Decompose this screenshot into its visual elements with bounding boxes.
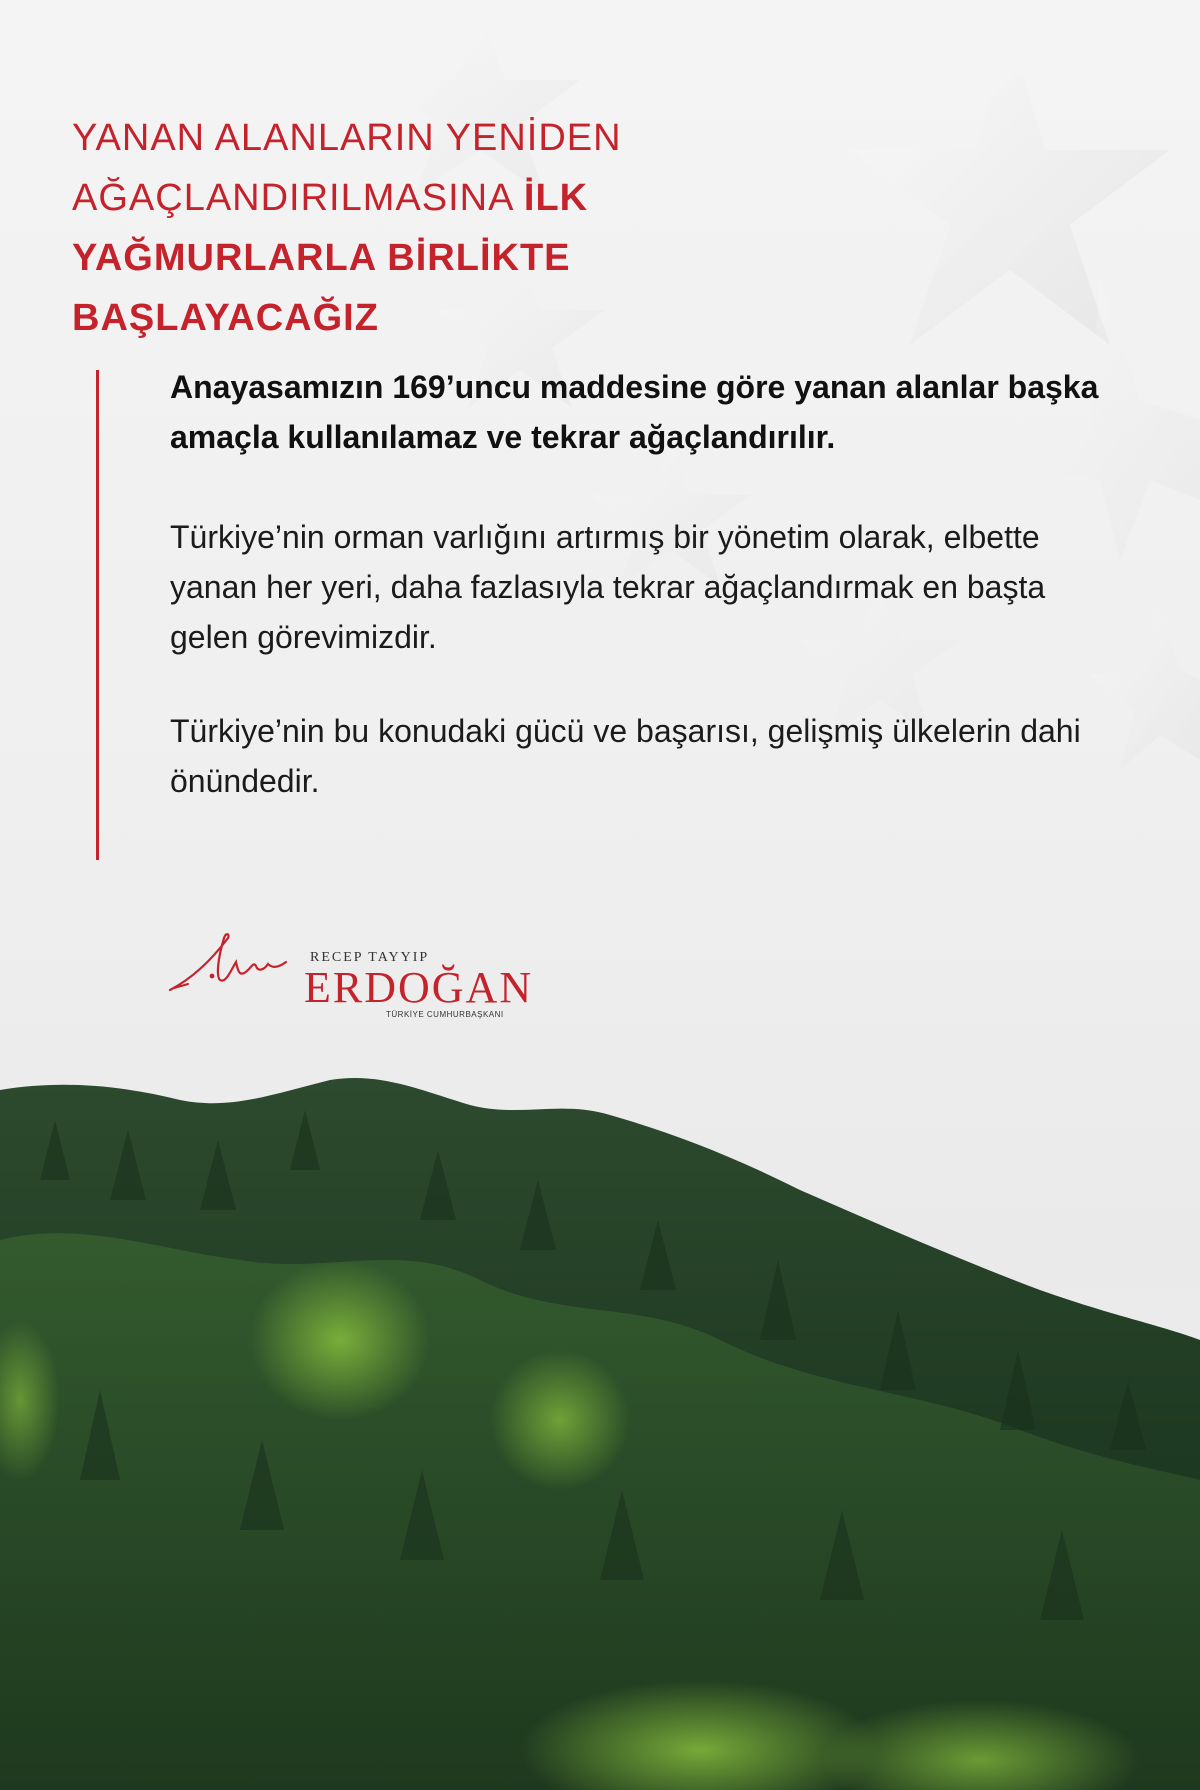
headline-line-3: YAĞMURLARLA BİRLİKTE <box>72 237 571 279</box>
signature-block <box>168 918 548 1028</box>
headline <box>72 108 692 348</box>
signature-name-small: RECEP TAYYIP <box>310 950 430 965</box>
headline-line-4: BAŞLAYACAĞIZ <box>72 297 379 339</box>
lead-paragraph: Anayasamızın 169’uncu maddesine göre yanan alanlar başka amaçla kullanılamaz ve tekrar ağaçlandırılır. <box>170 369 1099 455</box>
quote-body <box>170 362 1100 850</box>
headline-line-1: YANAN ALANLARIN YENİDEN <box>72 117 622 159</box>
headline-line-2: AĞAÇLANDIRILMASINA <box>72 177 524 219</box>
paragraph-2: Türkiye’nin bu konudaki gücü ve başarısı, gelişmiş ülkelerin dahi önündedir. <box>170 713 1081 799</box>
signature-icon <box>168 918 308 1008</box>
accent-rule <box>96 370 99 860</box>
headline-line-2-bold: İLK <box>523 177 589 219</box>
paragraph-1: Türkiye’nin orman varlığını artırmış bir yönetim olarak, elbette yanan her yeri, daha fazlasıyla tekrar ağaçlandırmak en başta gelen görevimizdir. <box>170 519 1046 655</box>
signature-title: TÜRKİYE CUMHURBAŞKANI <box>386 1010 504 1019</box>
forest-image <box>0 1060 1200 1790</box>
signature-name-big: ERDOĞAN <box>304 963 534 1012</box>
